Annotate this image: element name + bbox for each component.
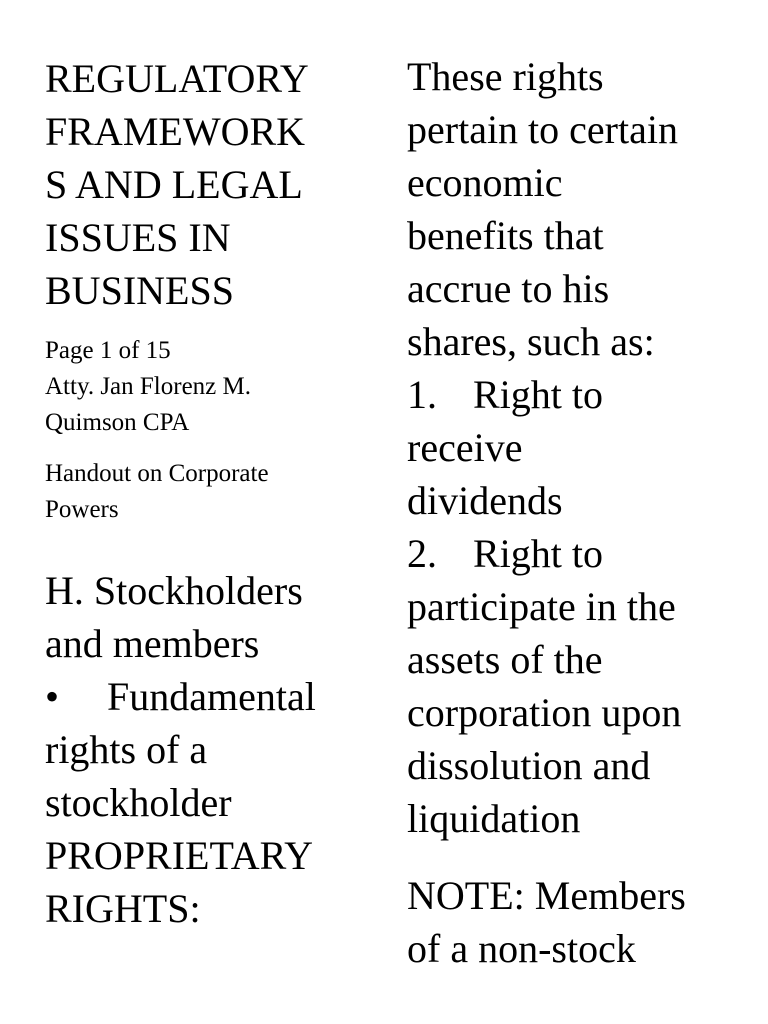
bullet-text: Fundamental [107,674,316,719]
list-text-line: assets of the [407,637,603,682]
title-line: S AND LEGAL [45,162,303,207]
handout-label [45,456,269,528]
section-heading-line: H. Stockholders [45,568,303,613]
page-info: Page 1 of 15 [45,337,171,364]
intro-line: pertain to certain [407,107,678,152]
title-line: BUSINESS [45,268,234,313]
intro-line: benefits that [407,213,604,258]
bullet-item [45,670,316,723]
list-text-line: liquidation [407,796,581,841]
list-number: 1. [407,372,437,417]
list-text-line: participate in the [407,584,676,629]
title-line: REGULATORY [45,56,309,101]
list-text-line: corporation upon [407,690,682,735]
intro-line: These rights [407,54,604,99]
intro-line: economic [407,160,563,205]
list-text-line: dissolution and [407,743,651,788]
note-line: NOTE: Members [407,873,686,918]
intro-line: accrue to his [407,266,610,311]
section-heading-line: and members [45,621,260,666]
rights-description [407,50,681,845]
list-text-line: receive [407,425,523,470]
handout-line: Handout on Corporate [45,460,269,487]
list-number: 2. [407,531,437,576]
list-item-1 [407,368,681,421]
subheading-line: RIGHTS: [45,886,201,931]
subheading-line: PROPRIETARY [45,833,313,878]
document-title [45,52,365,317]
author-line: Atty. Jan Florenz M. [45,373,251,400]
note-block [407,869,686,975]
title-line: ISSUES IN [45,215,231,260]
page-meta [45,333,251,441]
bullet-text-line: stockholder [45,780,232,825]
list-text: Right to [473,372,604,417]
title-line: FRAMEWORK [45,109,306,154]
bullet-text-line: rights of a [45,727,208,772]
list-text: Right to [473,531,604,576]
note-line: of a non-stock [407,926,636,971]
bullet-marker: • [45,674,60,719]
intro-line: shares, such as: [407,319,655,364]
list-text-line: dividends [407,478,563,523]
author-line: Quimson CPA [45,409,190,436]
list-item-2 [407,527,681,580]
section-block [45,564,316,935]
handout-line: Powers [45,496,119,523]
